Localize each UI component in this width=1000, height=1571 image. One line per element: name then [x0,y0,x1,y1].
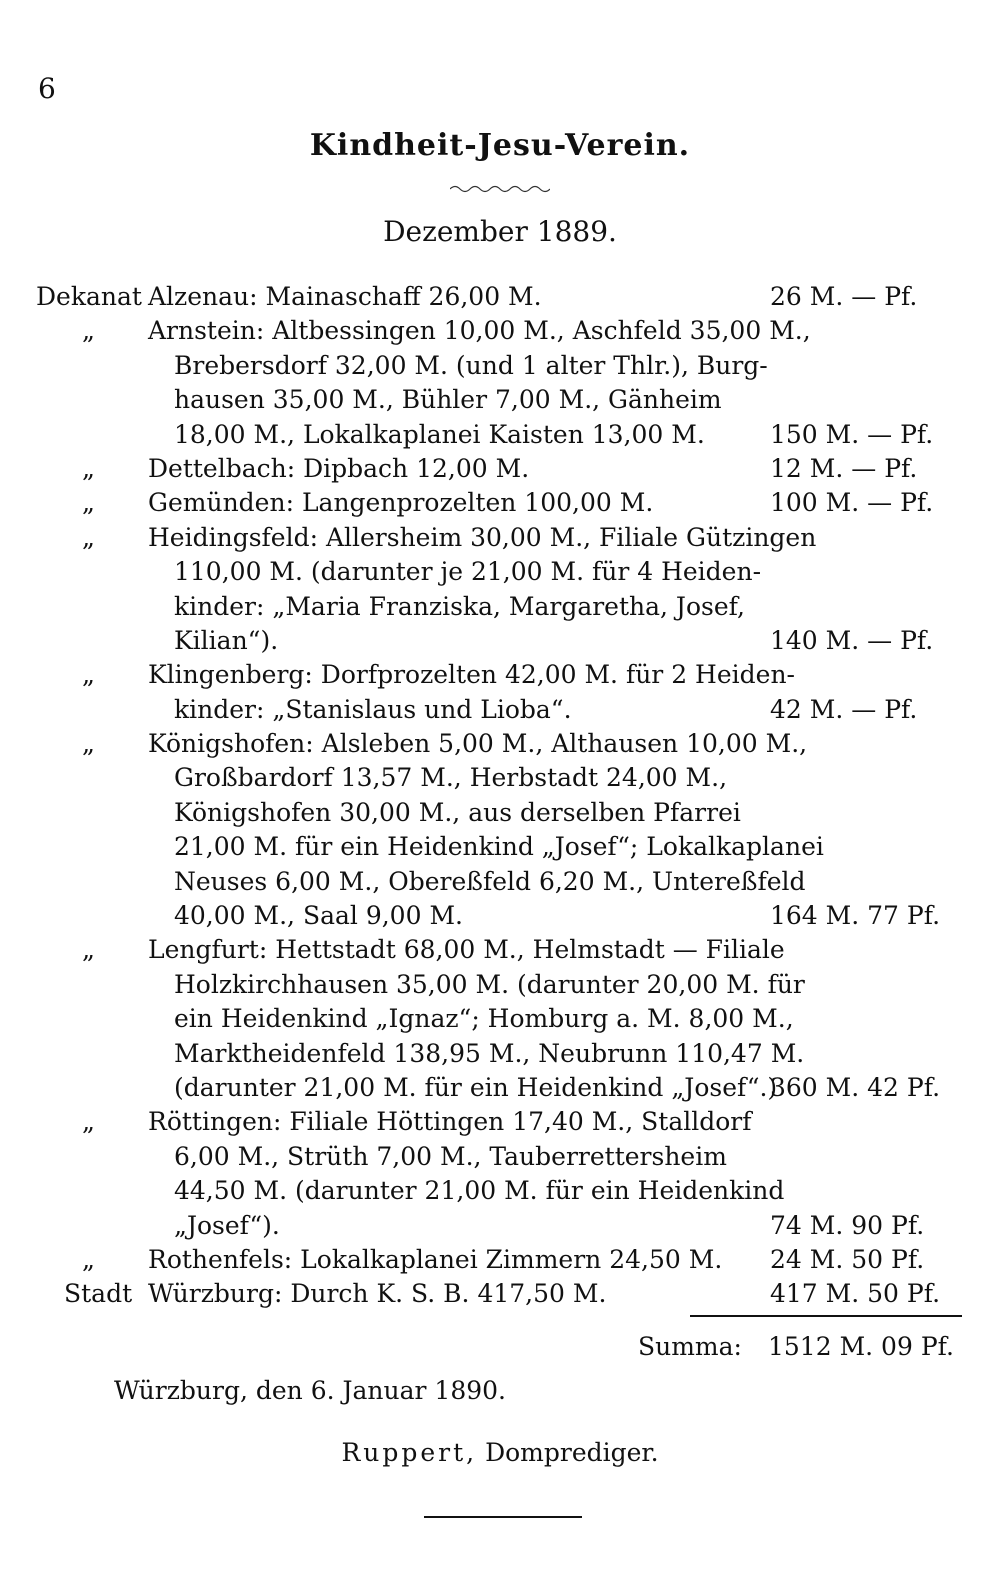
entry-amount: 164 M. 77 Pf. [770,901,941,931]
entry-text: Röttingen: Filiale Höttingen 17,40 M., Stalldorf [148,1107,752,1137]
entry-prefix: „ [82,522,95,552]
entry-amount: 24 M. 50 Pf. [770,1244,925,1274]
entry-line [0,280,1000,314]
entry-line [0,1277,1000,1311]
entry-prefix: „ [82,729,95,759]
date-line: Würzburg, den 6. Januar 1890. [114,1376,507,1405]
entry-line [0,693,1000,727]
entry-text: kinder: „Maria Franziska, Margaretha, Josef, [174,591,745,621]
entry-amount: 74 M. 90 Pf. [770,1210,925,1240]
entry-text: Klingenberg: Dorfprozelten 42,00 M. für 2 Heiden- [148,660,795,690]
sum-rule [690,1315,962,1317]
entry-prefix: „ [82,935,95,965]
entry-line [0,1002,1000,1036]
entry-text: Heidingsfeld: Allersheim 30,00 M., Filiale Gützingen [148,522,817,552]
entry-text: Dettelbach: Dipbach 12,00 M. [148,453,530,483]
entry-text: Kilian“). [174,625,279,655]
entry-amount: 42 M. — Pf. [770,694,918,724]
entry-prefix: „ [82,316,95,346]
entry-line [0,418,1000,452]
entry-line [0,1174,1000,1208]
signature-name: Ruppert, [341,1438,478,1467]
entry-line [0,933,1000,967]
entry-text: Alzenau: Mainaschaff 26,00 M. [148,282,542,311]
entry-text: Arnstein: Altbessingen 10,00 M., Aschfeld 35,00 M., [148,316,811,346]
entry-line [0,796,1000,830]
signature-title: Domprediger. [485,1438,659,1467]
entry-prefix: „ [82,1244,95,1274]
entry [0,521,1000,659]
entry-prefix: Stadt [64,1279,133,1309]
entry-line [0,865,1000,899]
ornament-divider [450,184,550,194]
entry-line [0,383,1000,417]
entry-text: (darunter 21,00 M. für ein Heidenkind „Josef“.) [174,1072,778,1102]
entry-line [0,1140,1000,1174]
entry-text: Holzkirchhausen 35,00 M. (darunter 20,00 M. für [174,969,805,999]
entry-amount: 417 M. 50 Pf. [770,1279,941,1309]
entry-text: 110,00 M. (darunter je 21,00 M. für 4 Heiden- [174,557,762,587]
entry-prefix: Dekanat [36,282,142,311]
entry-text: Rothenfels: Lokalkaplanei Zimmern 24,50 M. [148,1244,723,1274]
total-amount: 1512 M. 09 Pf. [768,1332,954,1361]
bottom-rule [424,1516,582,1518]
entry-line [0,761,1000,795]
entry-amount: 26 M. — Pf. [770,282,918,311]
entry-text: Würzburg: Durch K. S. B. 417,50 M. [148,1279,607,1309]
entry-prefix: „ [82,488,95,518]
entry-line [0,314,1000,348]
entry-text: Marktheidenfeld 138,95 M., Neubrunn 110,47 M. [174,1038,805,1068]
entry-text: ein Heidenkind „Ignaz“; Homburg a. M. 8,00 M., [174,1004,794,1034]
entry-line [0,968,1000,1002]
total-label: Summa: [638,1332,742,1361]
entry-line [0,1105,1000,1139]
entry-text: Königshofen 30,00 M., aus derselben Pfarrei [174,797,741,827]
entry [0,314,1000,452]
entry-line [0,830,1000,864]
page-title: Kindheit-Jesu-Verein. [309,128,691,163]
entry [0,452,1000,486]
entry-text: Gemünden: Langenprozelten 100,00 M. [148,488,654,518]
entry-text: 44,50 M. (darunter 21,00 M. für ein Heidenkind [174,1176,785,1206]
entry-line [0,349,1000,383]
entry-text: 21,00 M. für ein Heidenkind „Josef“; Lokalkaplanei [174,832,824,862]
entry-prefix: „ [82,453,95,483]
entry-prefix: „ [82,1107,95,1137]
entry [0,933,1000,1105]
entry-text: 40,00 M., Saal 9,00 M. [174,901,463,931]
month-heading: Dezember 1889. [383,215,617,248]
entry-text: Neuses 6,00 M., Obereßfeld 6,20 M., Untereßfeld [174,866,806,896]
entry [0,1243,1000,1277]
entry-amount: 140 M. — Pf. [770,625,934,655]
entry-line [0,658,1000,692]
entry-line [0,452,1000,486]
entry-line [0,1071,1000,1105]
signature [0,1436,1000,1470]
entry-prefix: „ [82,660,95,690]
entry-line [0,521,1000,555]
entry-text: 18,00 M., Lokalkaplanei Kaisten 13,00 M. [174,419,705,449]
entry-amount: 150 M. — Pf. [770,419,934,449]
entry-text: Brebersdorf 32,00 M. (und 1 alter Thlr.), Burg- [174,350,768,380]
entry-amount: 12 M. — Pf. [770,453,918,483]
entry [0,658,1000,727]
entry-text: Lengfurt: Hettstadt 68,00 M., Helmstadt — Filiale [148,935,785,965]
entry-text: Großbardorf 13,57 M., Herbstadt 24,00 M., [174,763,728,793]
entry [0,280,1000,314]
entry [0,486,1000,520]
entry-text: hausen 35,00 M., Bühler 7,00 M., Gänheim [174,385,722,415]
entry-text: „Josef“). [174,1210,280,1240]
entry-line [0,1243,1000,1277]
entry-line [0,590,1000,624]
entry-line [0,486,1000,520]
entry-text: 6,00 M., Strüth 7,00 M., Tauberrettersheim [174,1141,727,1171]
entry-text: kinder: „Stanislaus und Lioba“. [174,694,572,724]
entry-text: Königshofen: Alsleben 5,00 M., Althausen 10,00 M., [148,729,808,759]
page-number: 6 [38,72,56,105]
entry-line [0,624,1000,658]
entry [0,1277,1000,1311]
entry-line [0,727,1000,761]
entry [0,1105,1000,1243]
entry-line [0,1209,1000,1243]
entry-amount: 360 M. 42 Pf. [770,1072,941,1102]
entry-amount: 100 M. — Pf. [770,488,934,518]
entry-line [0,555,1000,589]
entry-line [0,899,1000,933]
entry [0,727,1000,933]
entry-line [0,1037,1000,1071]
donation-list [0,280,1000,1312]
